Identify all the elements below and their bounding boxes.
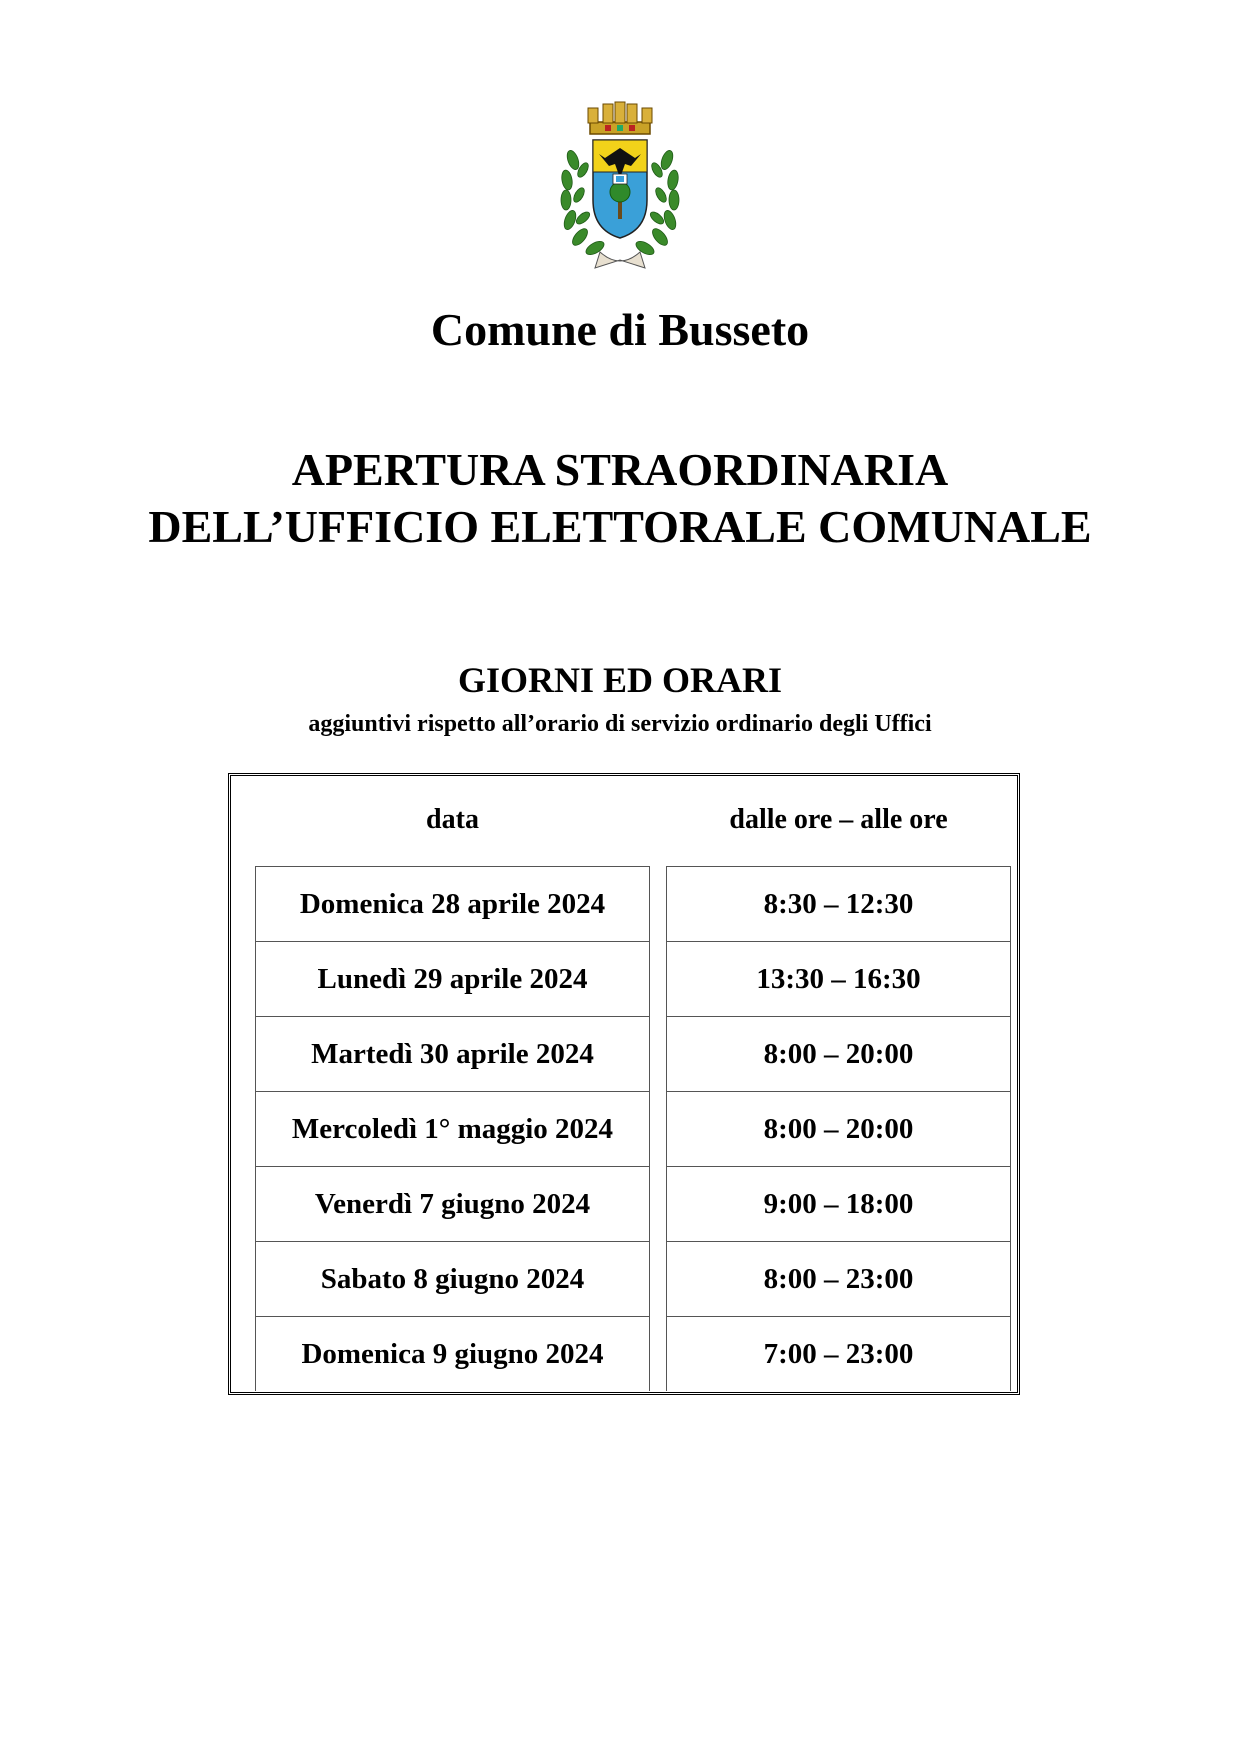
crown-icon [588, 102, 652, 134]
table-row [255, 1166, 1011, 1241]
schedule-table [255, 866, 1011, 1391]
section-heading: GIORNI ED ORARI [457, 660, 783, 700]
column-header-hours: dalle ore – alle ore [729, 804, 948, 835]
table-row [255, 866, 1011, 941]
page-title-line-2: DELL’UFFICIO ELETTORALE COMUNALE [148, 501, 1092, 552]
table-row [255, 941, 1011, 1016]
date-cell: Sabato 8 giugno 2024 [255, 1241, 650, 1316]
table-row [255, 1016, 1011, 1091]
column-header-date: data [426, 804, 479, 835]
hours-cell: 7:00 – 23:00 [666, 1316, 1011, 1391]
coat-of-arms-icon [555, 100, 685, 275]
date-cell: Martedì 30 aprile 2024 [255, 1016, 650, 1091]
table-row [255, 1316, 1011, 1391]
table-row [255, 1091, 1011, 1166]
hours-cell: 13:30 – 16:30 [666, 941, 1011, 1016]
hours-cell: 8:00 – 20:00 [666, 1016, 1011, 1091]
date-cell: Domenica 9 giugno 2024 [255, 1316, 650, 1391]
date-cell: Domenica 28 aprile 2024 [255, 866, 650, 941]
date-cell: Lunedì 29 aprile 2024 [255, 941, 650, 1016]
date-cell: Mercoledì 1° maggio 2024 [255, 1091, 650, 1166]
date-cell: Venerdì 7 giugno 2024 [255, 1166, 650, 1241]
hours-cell: 8:00 – 23:00 [666, 1241, 1011, 1316]
table-row [255, 1241, 1011, 1316]
hours-cell: 8:00 – 20:00 [666, 1091, 1011, 1166]
hours-cell: 9:00 – 18:00 [666, 1166, 1011, 1241]
section-note: aggiuntivi rispetto all’orario di servizio ordinario degli Uffici [308, 711, 932, 737]
municipality-name: Comune di Busseto [430, 304, 810, 355]
hours-cell: 8:30 – 12:30 [666, 866, 1011, 941]
page-title-line-1: APERTURA STRAORDINARIA [291, 444, 949, 495]
